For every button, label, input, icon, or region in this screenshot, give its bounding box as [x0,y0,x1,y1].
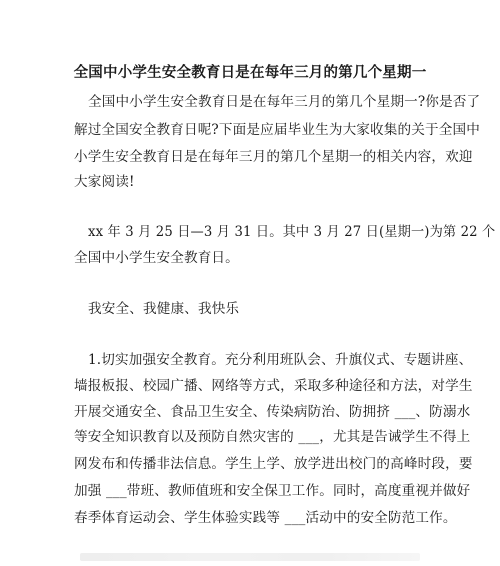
item1-line-2: 墙报板报、校园广播、网络等方式，采取多种途径和方法，对学生 [74,378,473,394]
date-line-1: xx 年 3 月 25 日—3 月 31 日。其中 3 月 27 日(星期一)为第 22 个 [88,224,496,240]
date-line-2: 全国中小学生安全教育日。 [74,250,239,266]
document-title: 全国中小学生安全教育日是在每年三月的第几个星期一 [73,64,427,81]
theme-line: 我安全、我健康、我快乐 [88,301,240,317]
item1-line-3: 开展交通安全、食品卫生安全、传染病防治、防拥挤 ___、防溺水 [74,404,471,420]
item1-line-5: 网发布和传播非法信息。学生上学、放学进出校门的高峰时段，要 [74,456,473,472]
item1-line-6: 加强 ___带班、教师值班和安全保卫工作。同时，高度重视并做好 [74,483,471,499]
intro-line-2: 解过全国安全教育日呢?下面是应届毕业生为大家收集的关于全国中 [74,122,481,138]
item1-line-4: 等安全知识教育以及预防自然灾害的 ___，尤其是告诫学生不得上 [74,429,471,445]
item1-line-7: 春季体育运动会、学生体验实践等 ___活动中的安全防范工作。 [74,510,457,526]
intro-line-1: 全国中小学生安全教育日是在每年三月的第几个星期一?你是否了 [88,94,481,110]
item1-line-1: 1.切实加强安全教育。充分利用班队会、升旗仪式、专题讲座、 [88,352,473,368]
intro-line-3: 小学生安全教育日是在每年三月的第几个星期一的相关内容，欢迎 [74,149,473,165]
intro-line-4: 大家阅读! [74,174,135,190]
faded-next-line [80,553,420,561]
